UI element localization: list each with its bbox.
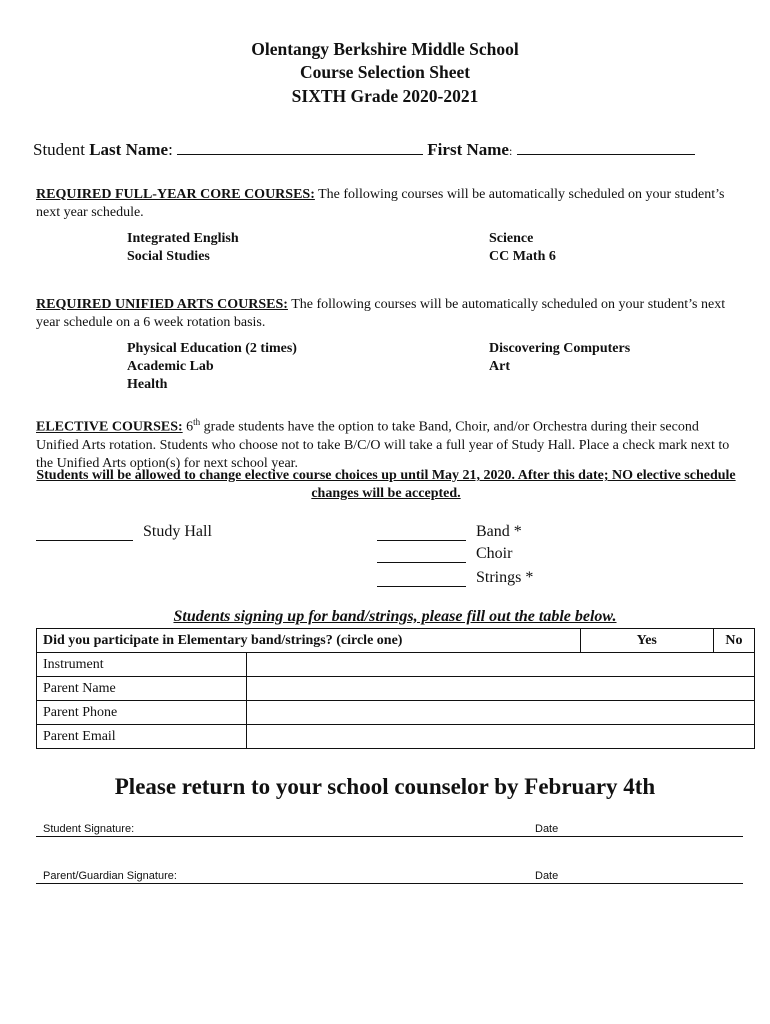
band-table-caption: Students signing up for band/strings, please fill out the table below. <box>173 608 617 625</box>
parent-signature-label: Parent/Guardian Signature: <box>43 870 177 882</box>
unified-right-list <box>489 340 630 376</box>
course-item: Discovering Computers <box>489 341 631 356</box>
band-checkline[interactable] <box>377 520 466 541</box>
participation-question: Did you participate in Elementary band/strings? (circle one) <box>37 629 581 653</box>
row-label: Parent Email <box>37 725 247 749</box>
course-item: Health <box>127 377 168 392</box>
instrument-field[interactable] <box>247 653 755 677</box>
ordinal-suffix: th <box>193 417 201 427</box>
yes-option[interactable]: Yes <box>580 629 713 653</box>
core-left-list <box>127 230 239 266</box>
table-row <box>37 677 755 701</box>
core-text: The following courses will be automatically scheduled on your student’s next year schedule. <box>36 187 725 220</box>
study-hall-checkline[interactable] <box>36 520 133 541</box>
grade-year: SIXTH Grade 2020-2021 <box>291 86 479 106</box>
study-hall-option <box>36 520 212 541</box>
choir-option <box>377 542 512 563</box>
unified-left-list <box>127 340 297 394</box>
sheet-title: Course Selection Sheet <box>299 62 471 82</box>
unified-arts-paragraph <box>36 296 726 332</box>
band-strings-table <box>36 628 755 749</box>
last-name-label: Last Name <box>89 140 169 159</box>
band-option <box>377 520 522 541</box>
row-label: Parent Name <box>37 677 247 701</box>
student-name-row: Student Last Name: First Name: <box>33 140 695 160</box>
course-item: Physical Education (2 times) <box>127 341 297 356</box>
course-item: Social Studies <box>127 249 210 264</box>
elective-deadline-notice: Students will be allowed to change elective course choices up until May 21, 2020. After this date; NO elective schedule changes will be accepted. <box>36 468 736 501</box>
first-name-field[interactable] <box>517 140 695 155</box>
table-row <box>37 653 755 677</box>
return-note: Please return to your school counselor by February 4th <box>114 774 656 799</box>
student-signature-label: Student Signature: <box>43 823 135 835</box>
first-name-label: First Name <box>427 140 509 159</box>
parent-email-field[interactable] <box>247 725 755 749</box>
elective-paragraph <box>36 413 736 473</box>
school-name: Olentangy Berkshire Middle School <box>251 39 519 59</box>
course-item: Integrated English <box>127 231 239 246</box>
course-item: Art <box>489 359 510 374</box>
strings-checkline[interactable] <box>377 566 466 587</box>
table-row <box>37 701 755 725</box>
student-date-label: Date <box>535 823 559 835</box>
table-row <box>37 725 755 749</box>
study-hall-label: Study Hall <box>143 523 212 540</box>
parent-date-label: Date <box>535 870 559 882</box>
unified-heading: REQUIRED UNIFIED ARTS COURSES: <box>36 297 288 312</box>
strings-label: Strings * <box>476 569 534 586</box>
parent-phone-field[interactable] <box>247 701 755 725</box>
elective-heading: ELECTIVE COURSES: <box>36 419 183 435</box>
no-option[interactable]: No <box>713 629 754 653</box>
student-label: Student <box>33 140 85 159</box>
unified-text: The following courses will be automatically scheduled on your student’s next year schedule on a 6 week rotation basis. <box>36 297 726 330</box>
choir-label: Choir <box>476 545 513 562</box>
grade-number: 6 <box>182 419 194 435</box>
band-label: Band * <box>476 523 522 540</box>
core-heading: REQUIRED FULL-YEAR CORE COURSES: <box>36 187 315 202</box>
course-item: Academic Lab <box>127 359 214 374</box>
row-label: Instrument <box>37 653 247 677</box>
core-right-list <box>489 230 556 266</box>
table-row <box>37 629 755 653</box>
strings-option <box>377 566 533 587</box>
row-label: Parent Phone <box>37 701 247 725</box>
parent-name-field[interactable] <box>247 677 755 701</box>
parent-signature-line[interactable] <box>36 869 743 884</box>
student-signature-line[interactable] <box>36 822 743 837</box>
choir-checkline[interactable] <box>377 542 466 563</box>
core-courses-paragraph <box>36 186 726 222</box>
course-item: Science <box>489 231 534 246</box>
last-name-field[interactable] <box>177 140 423 155</box>
course-item: CC Math 6 <box>489 249 556 264</box>
elective-text: grade students have the option to take Band, Choir, and/or Orchestra during their second Unified Arts rotation. Students who choose not to take B/C/O will take a full year of Study Hall. Place a check mark next to the Unified Arts option(s) for next school year. <box>36 419 730 471</box>
